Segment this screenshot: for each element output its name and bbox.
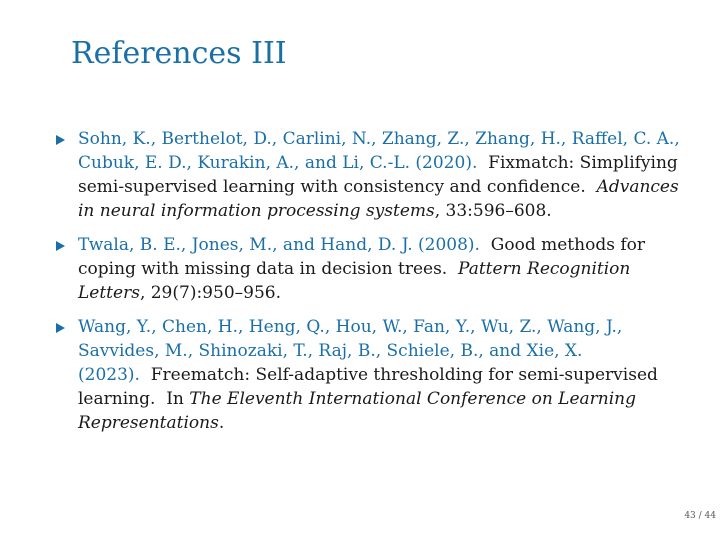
triangle-bullet-icon — [56, 135, 65, 145]
reference-text — [78, 127, 680, 223]
reference-venue: The Eleventh International Conference on Learning Representations — [78, 389, 637, 433]
reference-item — [52, 315, 680, 435]
triangle-bullet-icon — [56, 323, 65, 333]
page-title: References III — [71, 36, 287, 71]
reference-venue-prefix: In — [166, 389, 190, 409]
reference-details: . — [218, 413, 225, 433]
reference-text — [78, 315, 680, 435]
reference-title: Good methods for coping with missing data in decision trees. — [78, 235, 645, 279]
page-number: 43 / 44 — [684, 511, 716, 521]
reference-text — [78, 233, 680, 305]
reference-item — [52, 233, 680, 305]
reference-authors: Twala, B. E., Jones, M., and Hand, D. J. (2008). — [78, 235, 480, 255]
reference-title: Fixmatch: Simplifying semi-supervised learning with consistency and confidence. — [78, 153, 678, 197]
reference-authors: Wang, Y., Chen, H., Heng, Q., Hou, W., Fan, Y., Wu, Z., Wang, J., Savvides, M., Shinozaki, T., Raj, B., Schiele, B., and Xie, X. (2023). — [78, 317, 623, 385]
reference-details: , 29(7):950–956. — [139, 283, 281, 303]
reference-venue: Pattern Recognition Letters — [78, 259, 631, 303]
reference-details: , 33:596–608. — [434, 201, 552, 221]
triangle-bullet-icon — [56, 241, 65, 251]
reference-venue: Advances in neural information processing systems — [78, 177, 679, 221]
reference-authors: Sohn, K., Berthelot, D., Carlini, N., Zhang, Z., Zhang, H., Raffel, C. A., Cubuk, E. D., Kurakin, A., and Li, C.-L. (2020). — [78, 129, 680, 173]
reference-item — [52, 127, 680, 223]
reference-list — [52, 127, 680, 435]
reference-title: Freematch: Self-adaptive thresholding for semi-supervised learning. — [78, 365, 658, 409]
